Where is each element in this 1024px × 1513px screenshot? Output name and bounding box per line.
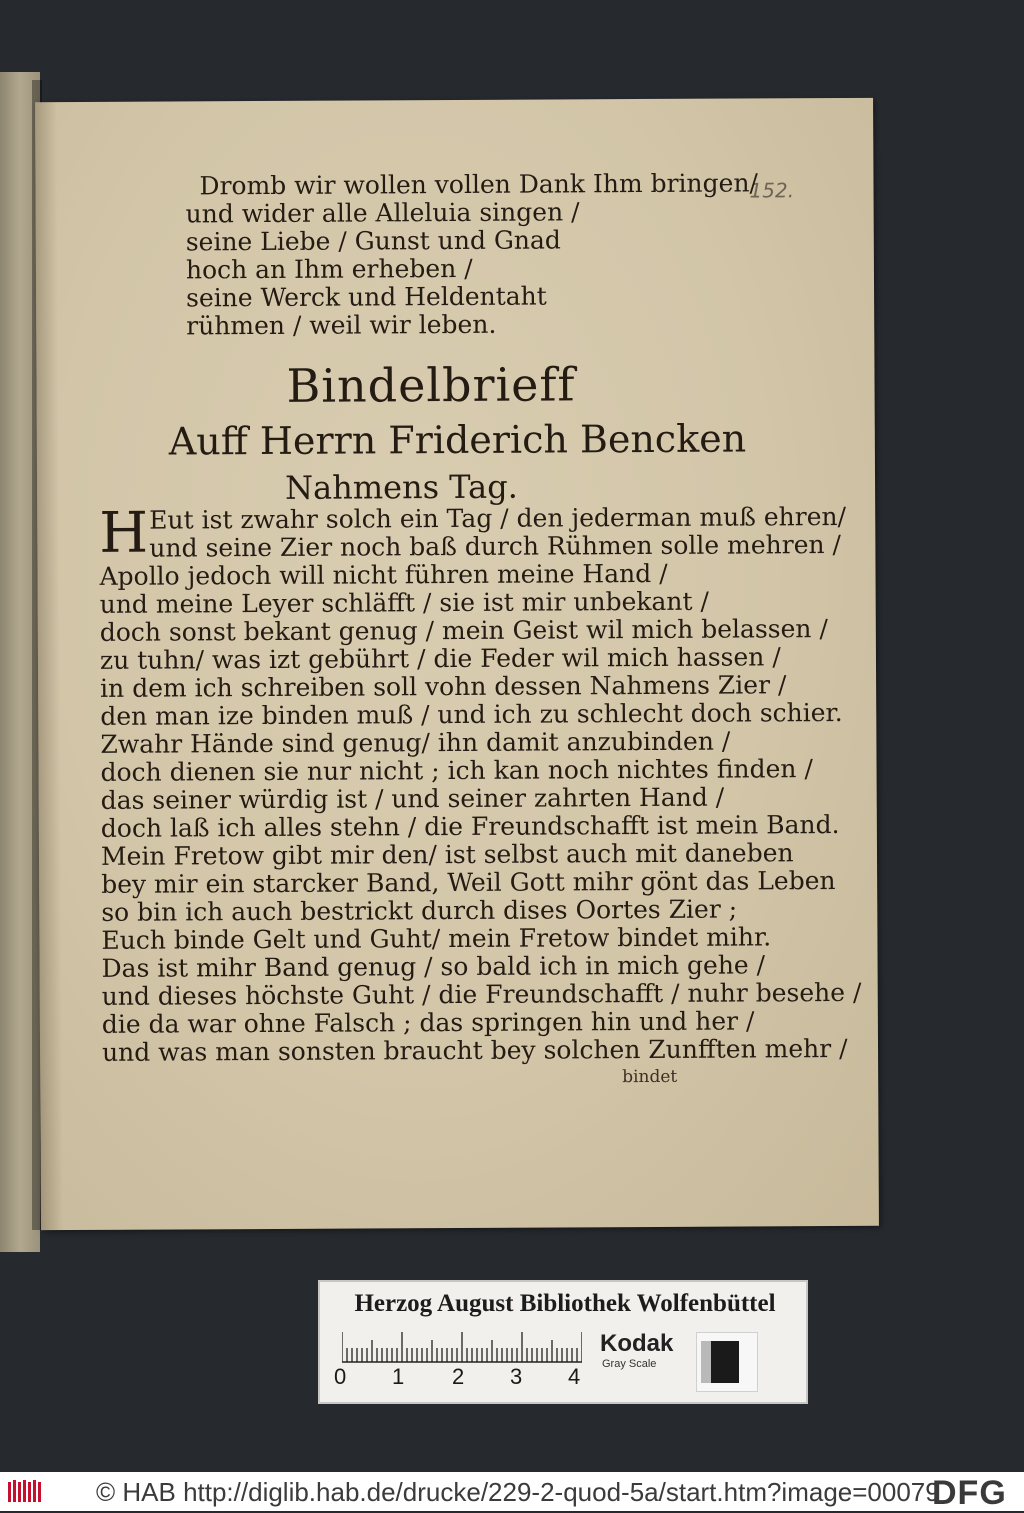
poem-subtitle: Auff Herrn Friderich Bencken [168, 416, 747, 464]
ruler-scale [342, 1324, 582, 1364]
body-line: und seine Zier noch baß durch Rühmen solle mehren / [149, 529, 842, 563]
gray-patch-dark [711, 1341, 739, 1383]
dfg-logo: DFG [932, 1474, 1007, 1512]
poem-line: hoch an Ihm erheben / [185, 253, 473, 285]
gray-patch-light [701, 1341, 711, 1383]
poem-line: seine Werck und Heldentaht [186, 281, 547, 313]
body-line: Das ist mihr Band genug / so bald ich in mich gehe / [101, 950, 766, 983]
ruler-number: 3 [510, 1364, 523, 1389]
ruler-number: 1 [392, 1364, 405, 1389]
book-page [35, 98, 879, 1230]
body-line: bey mir ein starcker Band, Weil Gott mihr gönt das Leben [101, 866, 836, 899]
poem-title: Bindelbrieff [286, 357, 576, 413]
body-line: Zwahr Hände sind genug/ ihn damit anzubinden / [100, 726, 731, 759]
body-line: Eut ist zwahr solch ein Tag / den jederman muß ehren/ [149, 501, 847, 535]
footer-bar [0, 1472, 1024, 1511]
poem-line: Dromb wir wollen vollen Dank Ihm bringen/ [199, 168, 758, 201]
folio-number: 152. [749, 178, 795, 203]
body-line: zu tuhn/ was izt gebührt / die Feder wil mich hassen / [99, 642, 781, 675]
body-line: Mein Fretow gibt mir den/ ist selbst auch mit daneben [100, 838, 794, 871]
body-line: doch dienen sie nur nicht ; ich kan noch nichtes finden / [100, 754, 813, 787]
body-line: doch laß ich alles stehn / die Freundschafft ist mein Band. [100, 809, 840, 843]
ruler-number: 0 [334, 1364, 347, 1389]
body-line: doch sonst bekant genug / mein Geist wil mich belassen / [99, 614, 828, 647]
body-line: in dem ich schreiben soll vohn dessen Nahmens Zier / [100, 670, 787, 703]
kodak-brand: Kodak [600, 1330, 674, 1357]
catchword: bindet [622, 1066, 678, 1088]
poem-line: seine Liebe / Gunst und Gnad [185, 225, 561, 257]
gray-scale-label: Gray Scale [602, 1358, 657, 1370]
body-line: und meine Leyer schläfft / sie ist mir unbekant / [99, 586, 709, 619]
library-name: Herzog August Bibliothek Wolfenbüttel [354, 1290, 776, 1317]
drop-capital: H [99, 500, 149, 566]
hab-logo-icon [8, 1478, 44, 1504]
body-line: die da war ohne Falsch ; das springen hin und her / [101, 1006, 755, 1039]
ruler-number: 2 [452, 1364, 465, 1389]
poem-subtitle-date: Nahmens Tag. [284, 467, 518, 507]
gray-patch [696, 1332, 758, 1392]
body-line: so bin ich auch bestrickt durch dises Oortes Zier ; [101, 894, 738, 927]
color-target-card [318, 1280, 808, 1404]
footer-credit: © HAB http://diglib.hab.de/drucke/229-2-quod-5a/start.htm?image=00079 [96, 1477, 940, 1507]
body-line: Apollo jedoch will nicht führen meine Hand / [99, 558, 668, 591]
poem-line: rühmen / weil wir leben. [186, 309, 497, 341]
body-line: das seiner würdig ist / und seiner zahrten Hand / [100, 782, 725, 815]
poem-line: und wider alle Alleluia singen / [185, 197, 580, 229]
page-gutter [35, 102, 63, 1230]
ruler-number: 4 [568, 1364, 581, 1389]
ruler-numbers [334, 1364, 594, 1394]
body-line: Euch binde Gelt und Guht/ mein Fretow bindet mihr. [101, 922, 772, 955]
body-line: den man ize binden muß / und ich zu schlecht doch schier. [100, 697, 843, 731]
body-line: und dieses höchste Guht / die Freundschafft / nuhr besehe / [101, 977, 862, 1011]
body-line: und was man sonsten braucht bey solchen Zunfften mehr / [101, 1033, 848, 1067]
